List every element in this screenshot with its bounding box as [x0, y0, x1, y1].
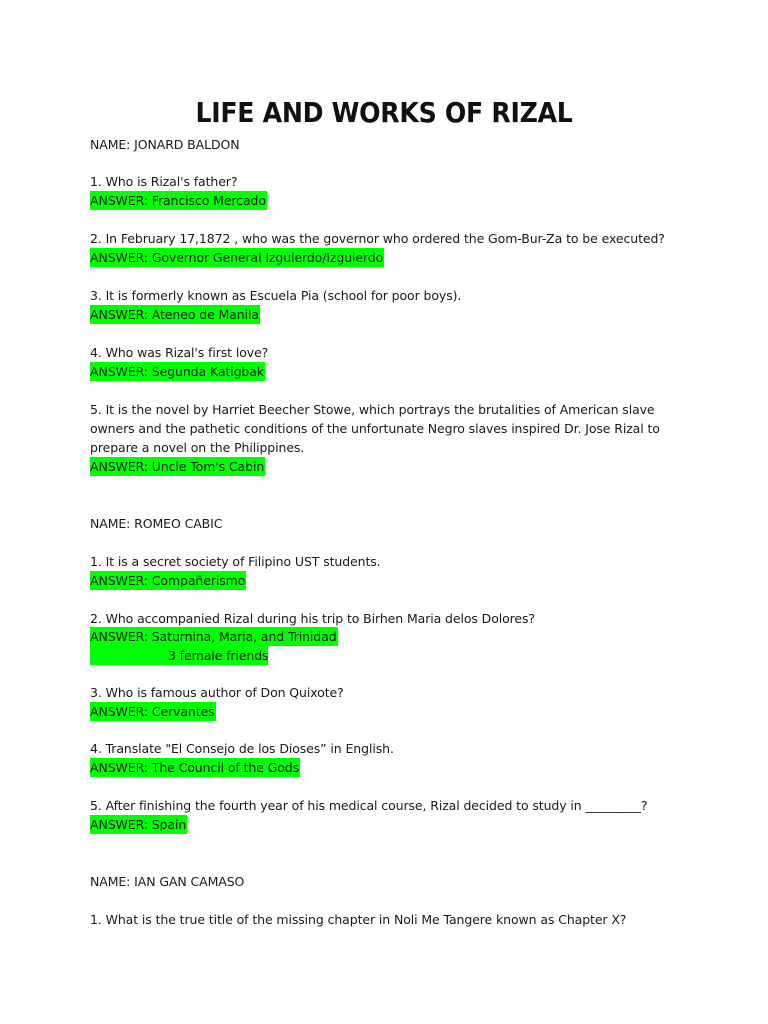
answer-highlight: ANSWER: Cervantes: [90, 704, 215, 719]
question-text: 3. Who is famous author of Don Quixote?: [90, 685, 344, 700]
answer-highlight: ANSWER: Francisco Mercado: [90, 193, 266, 208]
question-text: 2. Who accompanied Rizal during his trip to Birhen Maria delos Dolores?: [90, 611, 535, 626]
section-name: NAME: ROMEO CABIC: [90, 516, 223, 531]
question-text: 1. Who is Rizal's father?: [90, 174, 238, 189]
answer-text: [90, 815, 187, 834]
question-text-line: prepare a novel on the Philippines.: [90, 440, 305, 455]
answer-highlight: ANSWER: Segunda Katigbak: [90, 364, 264, 379]
answer-text: [90, 362, 265, 381]
question-text-line: owners and the pathetic conditions of the unfortunate Negro slaves inspired Dr. Jose Rizal to: [90, 421, 660, 436]
question-text: 3. It is formerly known as Escuela Pia (school for poor boys).: [90, 288, 462, 303]
answer-text: [90, 571, 246, 590]
answer-highlight: ANSWER: Ateneo de Manila: [90, 307, 259, 322]
question-text: 4. Translate "El Consejo de los Dioses” in English.: [90, 741, 394, 756]
answer-text: [90, 457, 265, 476]
question-text: 1. It is a secret society of Filipino UST students.: [90, 554, 381, 569]
answer-text: [90, 627, 338, 646]
answer-highlight: ANSWER: The Council of the Gods: [90, 760, 300, 775]
question-text: 1. What is the true title of the missing chapter in Noli Me Tangere known as Chapter X?: [90, 912, 627, 927]
answer-highlight: ANSWER: Governor General Izgulerdo/Izguierdo: [90, 250, 384, 265]
section-name: NAME: IAN GAN CAMASO: [90, 874, 245, 889]
answer-highlight: ANSWER: Spain: [90, 817, 187, 832]
answer-text: [90, 305, 260, 324]
question-text-line: 5. It is the novel by Harriet Beecher Stowe, which portrays the brutalities of American slave: [90, 402, 655, 417]
document-title: LIFE AND WORKS OF RIZAL: [195, 96, 573, 129]
question-text: 4. Who was Rizal's first love?: [90, 345, 269, 360]
answer-text: [90, 191, 267, 210]
answer-highlight: ANSWER: Uncle Tom's Cabin: [90, 459, 265, 474]
answer-text: [90, 702, 216, 721]
section-name: NAME: JONARD BALDON: [90, 137, 240, 152]
answer-text: [90, 758, 300, 777]
answer-highlight: 3 female friends: [90, 646, 268, 665]
answer-highlight: ANSWER: Compañerismo: [90, 573, 246, 588]
answer-text: [90, 248, 384, 267]
answer-highlight: ANSWER: Saturnina, Maria, and Trinidad: [90, 629, 337, 644]
question-text: 2. In February 17,1872 , who was the governor who ordered the Gom-Bur-Za to be executed?: [90, 231, 665, 246]
answer-text-continued: [90, 646, 268, 665]
question-text: 5. After finishing the fourth year of his medical course, Rizal decided to study in _________?: [90, 798, 648, 813]
